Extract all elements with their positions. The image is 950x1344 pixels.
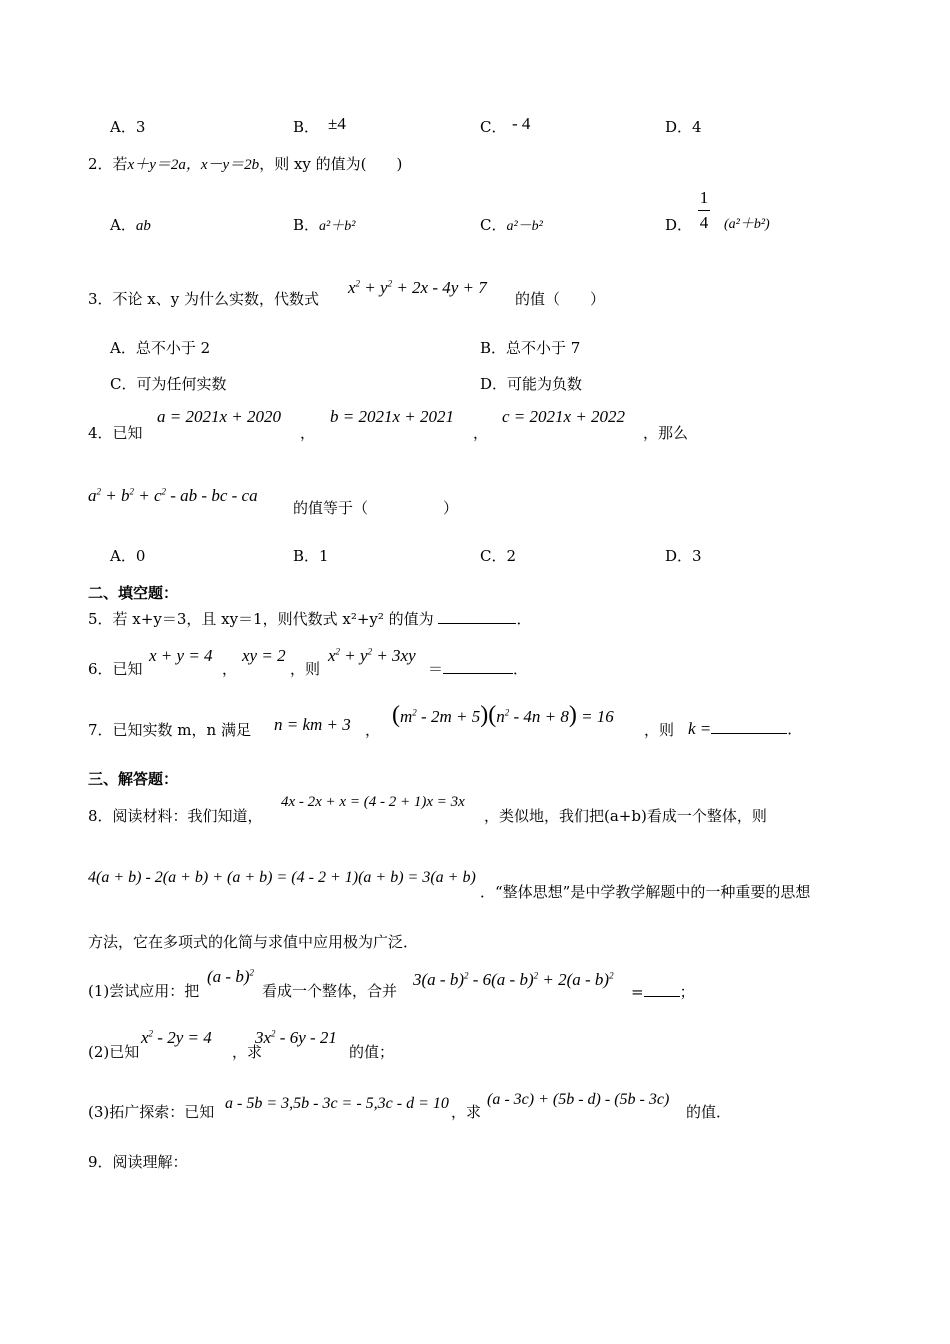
q8-part1-a: (1)尝试应用：把: [88, 982, 200, 1000]
q3-stem: 3．不论 x、y 为什么实数，代数式: [88, 290, 320, 308]
q8-part1-whole: (a - b)$^2$: [207, 967, 254, 986]
q2-option-b-label: B．: [293, 216, 320, 234]
q1-option-b-label: B．: [293, 118, 320, 136]
section-solve-heading: 三、解答题：: [88, 770, 179, 788]
q8-part1-answer-blank[interactable]: [644, 982, 680, 997]
q6-sep: ，: [222, 660, 238, 678]
q4-sep-1: ，: [300, 424, 316, 442]
q2-tail: ，则 xy 的值为( ): [259, 155, 403, 173]
q2-option-c: [480, 215, 543, 237]
q4-sep-2: ，: [473, 424, 489, 442]
q2-number: 2．若: [88, 155, 128, 173]
q8-part2-c: 的值；: [349, 1043, 395, 1061]
q3-option-a: A．总不小于 2: [110, 339, 211, 357]
q6-answer-blank[interactable]: [443, 659, 513, 674]
q4-option-d: D．3: [665, 547, 702, 565]
section-fill-blank-heading: 二、填空题：: [88, 584, 179, 602]
q3-option-d: D．可能为负数: [480, 375, 583, 393]
q2-option-d-fraction: [696, 188, 712, 233]
fraction-numerator: 1: [699, 188, 709, 207]
q6-answer: ＝ ．: [428, 660, 529, 678]
q8-part1-equals: =: [631, 983, 644, 1001]
fraction-denominator: 4: [699, 213, 709, 232]
q4-expression: $a^2 + b^2 + c^2$ - ab - bc - ca: [88, 486, 258, 505]
q5-text: 5．若 x+y＝3，且 xy＝1，则代数式 x²+y² 的值为 ．: [88, 610, 532, 628]
q8-part3-expression: (a - 3c) + (5b - d) - (5b - 3c): [487, 1091, 670, 1108]
q7-then: ，则: [644, 721, 675, 739]
q6-then: ，则: [290, 660, 321, 678]
q4-option-b: B．1: [293, 547, 329, 565]
q8-line2: 方法，它在多项式的化简与求值中应用极为广泛．: [88, 933, 419, 951]
q6-equals: ＝: [428, 660, 444, 678]
q7-answer-blank[interactable]: [711, 719, 787, 734]
q6-e2: xy = 2: [242, 646, 286, 665]
q2-option-a-label: A．: [110, 216, 136, 234]
q6-stem: 6．已知: [88, 660, 143, 678]
q1-option-d: D．4: [665, 118, 702, 136]
q8-part2-given: $x^2 - 2y = 4$: [141, 1028, 212, 1047]
q8-part3-a: (3)拓广探索：已知: [88, 1103, 215, 1121]
q8-part1-end: ；: [679, 983, 695, 1001]
q5-stem: 5．若 x+y＝3，且 xy＝1，则代数式 x²+y² 的值为: [88, 610, 434, 628]
q4-option-c: C．2: [480, 547, 517, 565]
q8-part2-expression: $3x^2 - 6y - 21$: [255, 1028, 337, 1047]
q3-tail: 的值（ ）: [515, 290, 606, 308]
q2-option-b: [293, 215, 355, 237]
q1-option-c-label: C．: [480, 118, 507, 136]
q4-a-def: a = 2021x + 2020: [157, 407, 281, 426]
q4-tail: 的值等于（ ）: [293, 499, 459, 517]
q8-part2-b: ，求: [232, 1043, 263, 1061]
q3-option-c: C．可为任何实数: [110, 375, 227, 393]
q7-e1: n = km + 3: [274, 715, 351, 734]
q1-option-c-value: - 4: [512, 114, 531, 133]
q8-e2: 4(a + b) - 2(a + b) + (a + b) = (4 - 2 + 1)(a + b) = 3(a + b): [88, 869, 476, 886]
q8-part2-a: (2)已知: [88, 1043, 140, 1061]
q4-stem: 4．已知: [88, 424, 143, 442]
q7-sep: ，: [365, 721, 381, 739]
q3-option-b: B．总不小于 7: [480, 339, 581, 357]
q1-option-b-value: ±4: [328, 114, 346, 133]
q5-answer-blank[interactable]: [438, 609, 516, 624]
q2-option-d-value: (a²＋b²): [724, 217, 770, 232]
q8-stem: 8．阅读材料：我们知道，: [88, 807, 263, 825]
q2-option-d-label: D．: [665, 216, 693, 234]
q2-expr: x＋y＝2a，x－y＝2b: [127, 157, 260, 173]
q7-answer: k = ．: [688, 719, 803, 738]
q2-stem: [88, 154, 402, 175]
q7-k-label: k =: [688, 719, 712, 738]
q4-option-a: A．0: [110, 547, 146, 565]
q8-part1-expression: 3(a - b)$^2$ - 6(a - b)$^2$ + 2(a - b)$^2$: [413, 970, 614, 989]
q4-c-def: c = 2021x + 2022: [502, 407, 626, 426]
q4-then: ，那么: [643, 424, 689, 442]
q2-option-c-label: C．: [480, 216, 507, 234]
q7-stem: 7．已知实数 m，n 满足: [88, 721, 251, 739]
q3-expression: $x^2 + y^2 + 2x - 4y + 7$: [348, 278, 487, 297]
q2-option-a-value: ab: [135, 218, 151, 234]
q2-option-a: [110, 215, 151, 236]
q8-after: ．“整体思想”是中学教学解题中的一种重要的思想: [480, 883, 811, 901]
q7-equation: $(m^2 - 2m + 5)(n^2 - 4n + 8) = 16$: [392, 702, 614, 728]
q8-e1: 4x - 2x + x = (4 - 2 + 1)x = 3x: [281, 794, 465, 810]
q8-part1-answer: [631, 982, 695, 1002]
q2-option-b-value: a²＋b²: [319, 219, 356, 234]
q6-expression: $x^2 + y^2 + 3xy$: [328, 646, 416, 665]
q9-text: 9．阅读理解：: [88, 1153, 188, 1171]
q8-part1-b: 看成一个整体，合并: [262, 982, 398, 1000]
q2-option-c-value: a²－b²: [506, 219, 543, 234]
q6-e1: x + y = 4: [149, 646, 213, 665]
q8-mid: ，类似地，我们把(a+b)看成一个整体，则: [484, 807, 767, 825]
q8-part3-b: ，求: [451, 1103, 482, 1121]
q8-part3-given: a - 5b = 3,5b - 3c = - 5,3c - d = 10: [225, 1095, 449, 1112]
q8-part3-c: 的值．: [686, 1103, 732, 1121]
q4-b-def: b = 2021x + 2021: [330, 407, 454, 426]
q1-option-a: A．3: [110, 118, 146, 136]
